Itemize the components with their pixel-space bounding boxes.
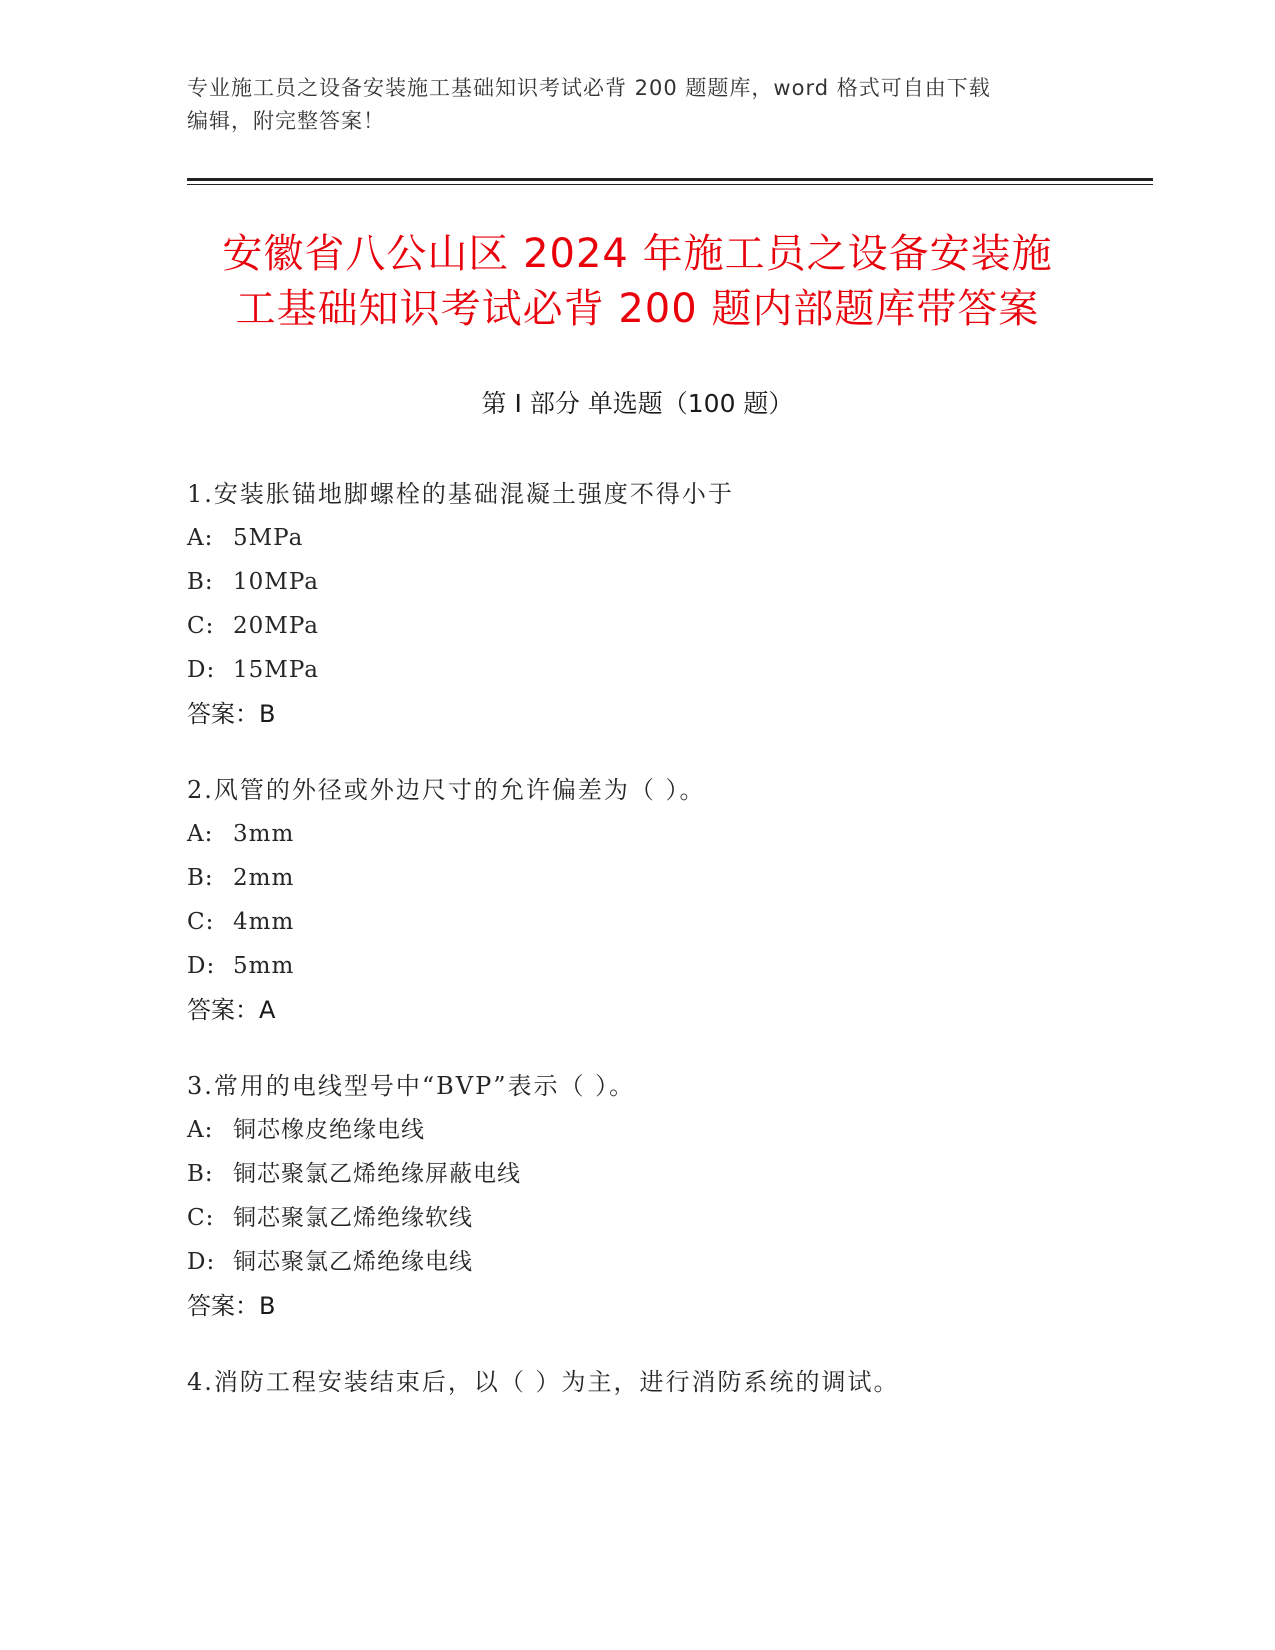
option-text: 4mm — [233, 909, 295, 935]
option-text: 2mm — [233, 865, 295, 891]
option-c — [187, 900, 1087, 944]
answer: 答案：A — [187, 996, 276, 1024]
option-c — [187, 604, 1087, 648]
question-stem: 3.常用的电线型号中“BVP”表示（ ）。 — [187, 1072, 636, 1100]
option-text: 5mm — [233, 953, 295, 979]
option-key: B: — [187, 865, 214, 891]
question-3 — [187, 1064, 1087, 1328]
option-d — [187, 1240, 1087, 1284]
option-key: A: — [187, 1117, 214, 1143]
option-b — [187, 560, 1087, 604]
header-note-line-1: 专业施工员之设备安装施工基础知识考试必背 200 题题库，word 格式可自由下载 — [187, 76, 991, 100]
option-key: A: — [187, 525, 214, 551]
question-stem: 2.风管的外径或外边尺寸的允许偏差为（ ）。 — [187, 776, 706, 804]
option-text: 铜芯聚氯乙烯绝缘屏蔽电线 — [233, 1161, 521, 1187]
question-stem: 1.安装胀锚地脚螺栓的基础混凝土强度不得小于 — [187, 480, 734, 508]
answer: 答案：B — [187, 700, 276, 728]
answer: 答案：B — [187, 1292, 276, 1320]
document-title-line-1: 安徽省八公山区 2024 年施工员之设备安装施 — [222, 231, 1053, 277]
option-a — [187, 1108, 1087, 1152]
option-a — [187, 516, 1087, 560]
header-rule-thin — [187, 184, 1153, 185]
question-2 — [187, 768, 1087, 1032]
question-1 — [187, 472, 1087, 736]
header-note — [187, 72, 1087, 138]
option-key: D: — [187, 657, 216, 683]
option-key: B: — [187, 1161, 214, 1187]
option-d — [187, 944, 1087, 988]
option-key: C: — [187, 909, 215, 935]
option-text: 铜芯橡皮绝缘电线 — [233, 1117, 425, 1143]
option-c — [187, 1196, 1087, 1240]
option-key: C: — [187, 613, 215, 639]
document-title-line-2: 工基础知识考试必背 200 题内部题库带答案 — [235, 286, 1040, 332]
header-rule-thick — [187, 178, 1153, 181]
option-d — [187, 648, 1087, 692]
question-stem: 4.消防工程安装结束后，以（ ）为主，进行消防系统的调试。 — [187, 1368, 900, 1396]
question-list — [187, 472, 1087, 1436]
option-a — [187, 812, 1087, 856]
option-text: 3mm — [233, 821, 295, 847]
option-text: 15MPa — [233, 657, 319, 683]
option-text: 铜芯聚氯乙烯绝缘软线 — [233, 1205, 473, 1231]
question-4 — [187, 1360, 1087, 1404]
option-b — [187, 1152, 1087, 1196]
option-key: D: — [187, 1249, 216, 1275]
option-text: 10MPa — [233, 569, 319, 595]
option-text: 20MPa — [233, 613, 319, 639]
option-key: B: — [187, 569, 214, 595]
option-key: D: — [187, 953, 216, 979]
option-b — [187, 856, 1087, 900]
option-key: A: — [187, 821, 214, 847]
option-text: 5MPa — [233, 525, 304, 551]
section-heading: 第 I 部分 单选题（100 题） — [481, 389, 794, 418]
header-note-line-2: 编辑，附完整答案！ — [187, 109, 385, 133]
option-key: C: — [187, 1205, 215, 1231]
option-text: 铜芯聚氯乙烯绝缘电线 — [233, 1249, 473, 1275]
document-title — [150, 227, 1125, 337]
